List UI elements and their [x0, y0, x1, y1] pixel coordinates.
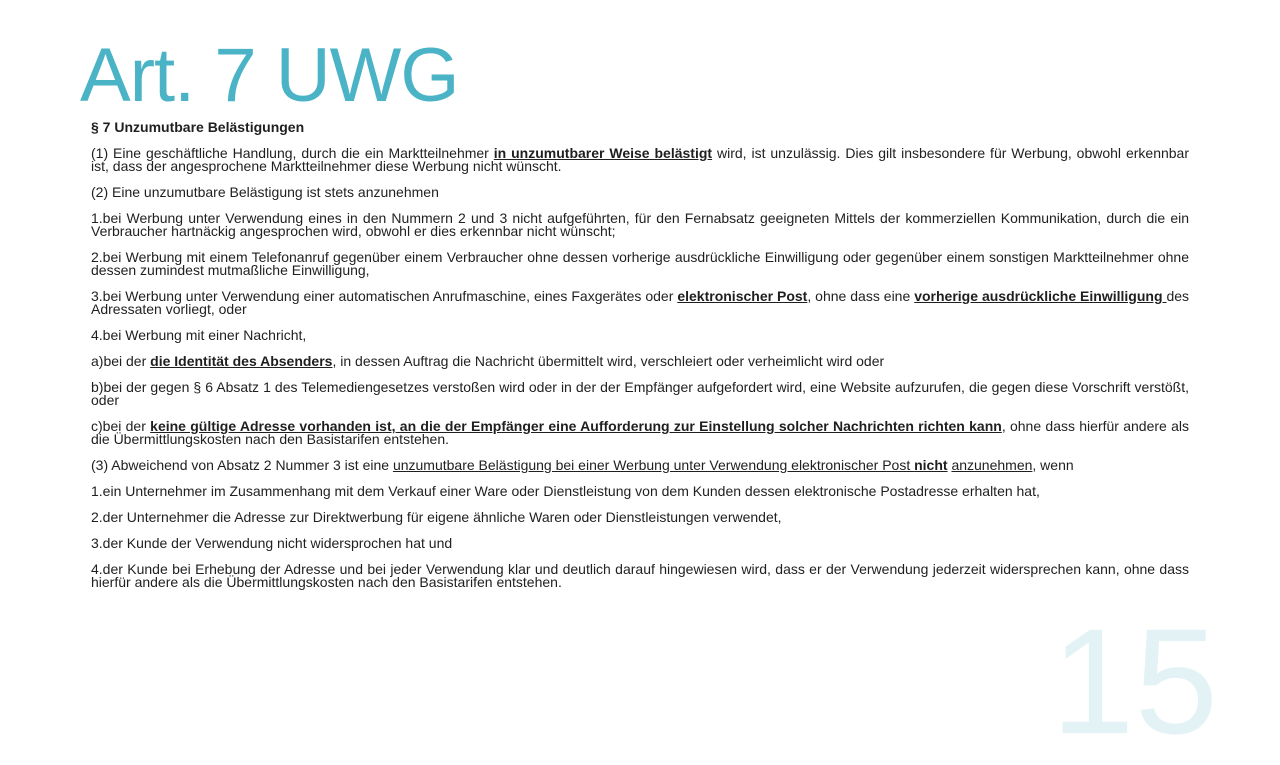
text-run: die Identität des Absenders — [150, 353, 333, 369]
text-run: unzumutbare Belästigung bei einer Werbung unter Verwendung elektronischer Post — [392, 457, 915, 473]
text-run: des Adressaten vorliegt, oder — [91, 288, 1190, 317]
paragraph — [91, 420, 1189, 446]
paragraph — [91, 251, 1189, 277]
paragraph — [91, 485, 1189, 498]
paragraph — [91, 355, 1189, 368]
text-run: nicht — [914, 457, 948, 473]
paragraph — [91, 381, 1189, 407]
text-run: b)bei der gegen § 6 Absatz 1 des Telemediengesetzes verstoßen wird oder in der der Empfänger aufgefordert wird, eine Website aufzurufen, die gegen diese Vorschrift verstößt, oder — [91, 379, 1189, 408]
text-run: 2.der Unternehmer die Adresse zur Direktwerbung für eigene ähnliche Waren oder Dienstleistungen verwendet, — [91, 509, 782, 525]
text-run: , wenn — [1032, 457, 1074, 473]
paragraph — [91, 563, 1189, 589]
text-run: a)bei der — [91, 353, 151, 369]
paragraph — [91, 537, 1189, 550]
text-run: vorherige ausdrückliche Einwilligung — [914, 288, 1167, 304]
paragraph — [91, 186, 1189, 199]
text-run: 3.der Kunde der Verwendung nicht widersprochen hat und — [91, 535, 453, 551]
paragraph — [91, 121, 1189, 134]
text-run: § 7 Unzumutbare Belästigungen — [91, 119, 305, 135]
text-run: , in dessen Auftrag die Nachricht übermittelt wird, verschleiert oder verheimlicht wird oder — [332, 353, 885, 369]
paragraph — [91, 290, 1189, 316]
text-run: elektronischer Post — [677, 288, 808, 304]
text-run: keine gültige Adresse vorhanden ist, an die der Empfänger eine Aufforderung zur Einstellung solcher Nachrichten richten kann — [150, 418, 1002, 434]
text-run: 1.bei Werbung unter Verwendung eines in den Nummern 2 und 3 nicht aufgeführten, für den Fernabsatz geeigneten Mittels der kommerziellen Kommunikation, durch die ein Verbraucher hartnäckig angesprochen wird, obwohl er dies erkennbar nicht wünscht; — [91, 210, 1189, 239]
text-run: c)bei der — [91, 418, 151, 434]
text-run: (3) Abweichend von Absatz 2 Nummer 3 ist eine — [91, 457, 393, 473]
paragraph — [91, 147, 1189, 173]
text-run: 1.ein Unternehmer im Zusammenhang mit dem Verkauf einer Ware oder Dienstleistung von dem Kunden dessen elektronische Postadresse erhalten hat, — [91, 483, 1040, 499]
text-run: 4.bei Werbung mit einer Nachricht, — [91, 327, 307, 343]
text-run: 2.bei Werbung mit einem Telefonanruf gegenüber einem Verbraucher ohne dessen vorherige ausdrückliche Einwilligung oder gegenüber einem sonstigen Marktteilnehmer ohne dessen zumindest mutmaßliche Einwilligung, — [91, 249, 1189, 278]
text-run: (2) Eine unzumutbare Belästigung ist stets anzunehmen — [91, 184, 439, 200]
text-run: 4.der Kunde bei Erhebung der Adresse und bei jeder Verwendung klar und deutlich darauf hingewiesen wird, dass er der Verwendung jederzeit widersprechen kann, ohne dass hierfür andere als die Übermittlungskosten nach den Basistarifen entstehen. — [91, 561, 1189, 590]
text-run: wird, ist unzulässig. Dies gilt insbesondere für Werbung, obwohl erkennbar ist, dass der angesprochene Marktteilnehmer diese Werbung nicht wünscht. — [91, 145, 1189, 174]
paragraph — [91, 212, 1189, 238]
slide-title: Art. 7 UWG — [80, 33, 459, 118]
slide-number: 15 — [1051, 597, 1218, 765]
paragraph — [91, 329, 1189, 342]
law-text — [91, 121, 1189, 589]
paragraph — [91, 459, 1189, 472]
text-run: , ohne dass hierfür andere als die Übermittlungskosten nach den Basistarifen entstehen. — [91, 418, 1190, 447]
text-run: , ohne dass eine — [807, 288, 915, 304]
paragraph — [91, 511, 1189, 524]
text-run: 3.bei Werbung unter Verwendung einer automatischen Anrufmaschine, eines Faxgerätes oder — [91, 288, 678, 304]
text-run: (1) Eine geschäftliche Handlung, durch die ein Marktteilnehmer — [91, 145, 494, 161]
text-run: anzunehmen — [951, 457, 1033, 473]
text-run: in unzumutbarer Weise belästigt — [493, 145, 713, 161]
